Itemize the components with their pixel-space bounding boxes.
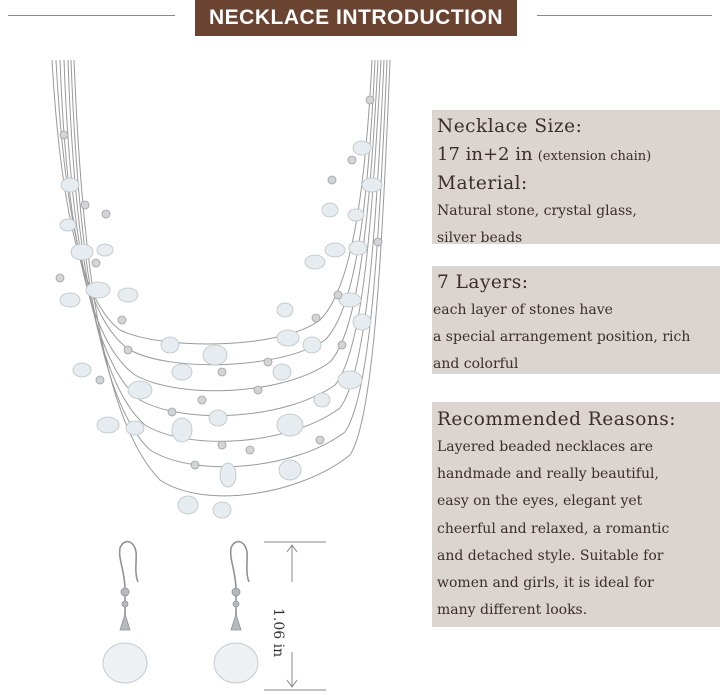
reasons-heading: Recommended Reasons: <box>437 409 677 430</box>
material-line-2: silver beads <box>437 230 523 246</box>
reasons-panel <box>432 402 720 627</box>
size-material-panel <box>432 110 720 244</box>
reasons-line: easy on the eyes, elegant yet <box>437 493 643 510</box>
material-heading: Material: <box>437 173 528 194</box>
reasons-line: many different looks. <box>437 602 588 619</box>
layers-heading: 7 Layers: <box>437 272 529 293</box>
material-line-1: Natural stone, crystal glass, <box>437 203 637 219</box>
layers-line-1: each layer of stones have <box>433 302 613 318</box>
earring-length-label: 1.06 in <box>270 608 286 658</box>
layers-line-3: and colorful <box>433 356 519 372</box>
reasons-line: Layered beaded necklaces are <box>437 439 654 455</box>
layers-line-2: a special arrangement position, rich <box>433 329 691 345</box>
size-value-row <box>437 141 720 170</box>
reasons-line: and detached style. Suitable for <box>437 547 664 564</box>
size-heading: Necklace Size: <box>437 116 583 137</box>
reasons-line: cheerful and relaxed, a romantic <box>437 520 670 537</box>
size-note: (extension chain) <box>537 149 652 164</box>
reasons-line: handmade and really beautiful, <box>437 466 659 483</box>
header-title: NECKLACE INTRODUCTION <box>195 0 517 36</box>
size-value: 17 in+2 in <box>437 144 533 165</box>
layers-panel <box>432 266 720 374</box>
reasons-line: women and girls, it is ideal for <box>437 575 654 592</box>
